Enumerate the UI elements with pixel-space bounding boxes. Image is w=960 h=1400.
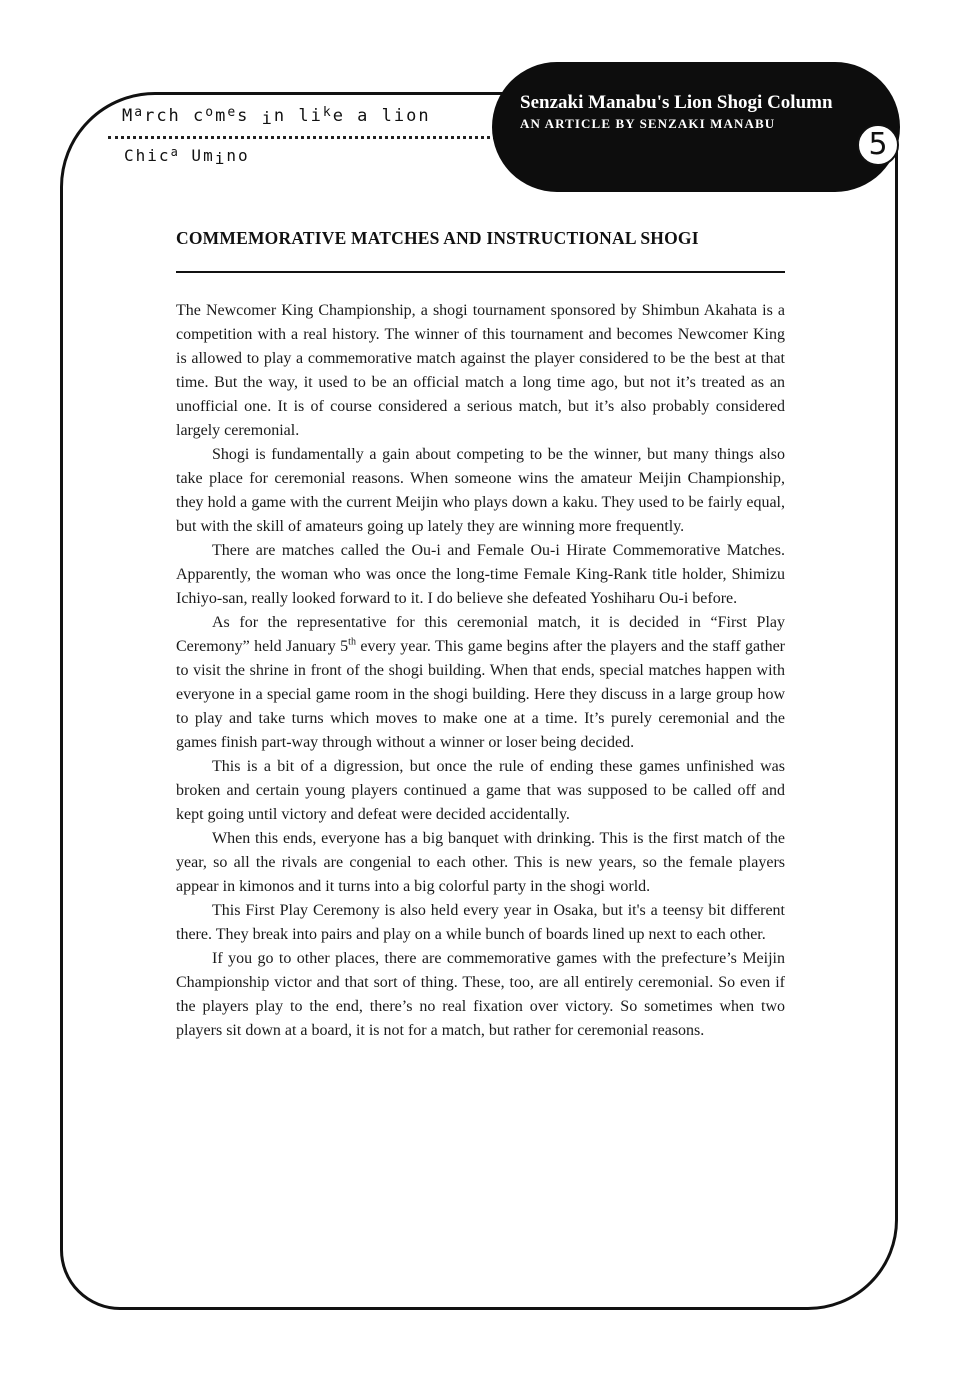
paragraph: The Newcomer King Championship, a shogi tournament sponsored by Shimbun Akahata is a competition with a real history. The winner of this tournament and becomes Newcomer King is allowed to play a commemorative match against the player considered to be the best at that time. But the way, it used to be an official match a long time ago, but not it’s treated as an unofficial one. It is of course considered a serious match, but it’s also probably considered largely ceremonial. xyxy=(176,302,785,439)
title-rule xyxy=(176,271,785,273)
manga-author: Chic$^a$ Umino xyxy=(124,145,250,168)
paragraph: As for the representative for this ceremonial match, it is decided in “First Play Ceremony” held January 5th every year. This game begins after the players and the staff gather to visit the shrine in front of the shogi building. When that ends, special matches happen with everyone in a special game room in the shogi building. Here they discuss in a large group how to play and take turns which moves to make one at a time. It’s purely ceremonial and the games finish part-way through without a winner or loser being decided. xyxy=(176,614,785,751)
issue-number-badge: 5 xyxy=(857,124,899,166)
article-title: COMMEMORATIVE MATCHES AND INSTRUCTIONAL SHOGI xyxy=(176,228,699,248)
paragraph: When this ends, everyone has a big banquet with drinking. This is the first match of the year, so all the rivals are congenial to each other. This is new years, so the female players appear in kimonos and it turns into a big colorful party in the shogi world. xyxy=(176,830,785,895)
header-dotted-divider xyxy=(108,136,508,139)
paragraph: Shogi is fundamentally a gain about competing to be the winner, but many things also take place for ceremonial reasons. When someone wins the amateur Meijin Championship, they hold a game with the current Meijin who plays down a kaku. They used to be fairly equal, but with the skill of amateurs going up lately they are winning more frequently. xyxy=(176,446,785,535)
paragraph: There are matches called the Ou-i and Female Ou-i Hirate Commemorative Matches. Apparently, the woman who was once the long-time Female King-Rank title holder, Shimizu Ichiyo-san, really looked forward to it. I do believe she defeated Yoshiharu Ou-i before. xyxy=(176,542,785,607)
column-subtitle: AN ARTICLE BY SENZAKI MANABU xyxy=(520,116,776,131)
paragraph: This is a bit of a digression, but once the rule of ending these games unfinished was broken and certain young players continued a game that was supposed to be called off and kept going until victory and defeat were decided accidentally. xyxy=(176,758,785,823)
paragraph: If you go to other places, there are commemorative games with the prefecture’s Meijin Championship victor and that sort of thing. These, too, are all entirely ceremonial. So even if the players play to the end, there’s no real fixation over victory. So sometimes when two players sit down at a board, it is not for a match, but rather for ceremonial reasons. xyxy=(176,950,785,1039)
article-body xyxy=(176,299,785,1043)
paragraph: This First Play Ceremony is also held every year in Osaka, but it's a teensy bit different there. They break into pairs and play on a while bunch of boards lined up next to each other. xyxy=(176,902,785,943)
column-title: Senzaki Manabu's Lion Shogi Column xyxy=(520,92,833,113)
series-title: $M^arch$ $c^om^es$ in $li^ke$ a lion xyxy=(122,105,431,129)
column-banner xyxy=(492,62,900,192)
